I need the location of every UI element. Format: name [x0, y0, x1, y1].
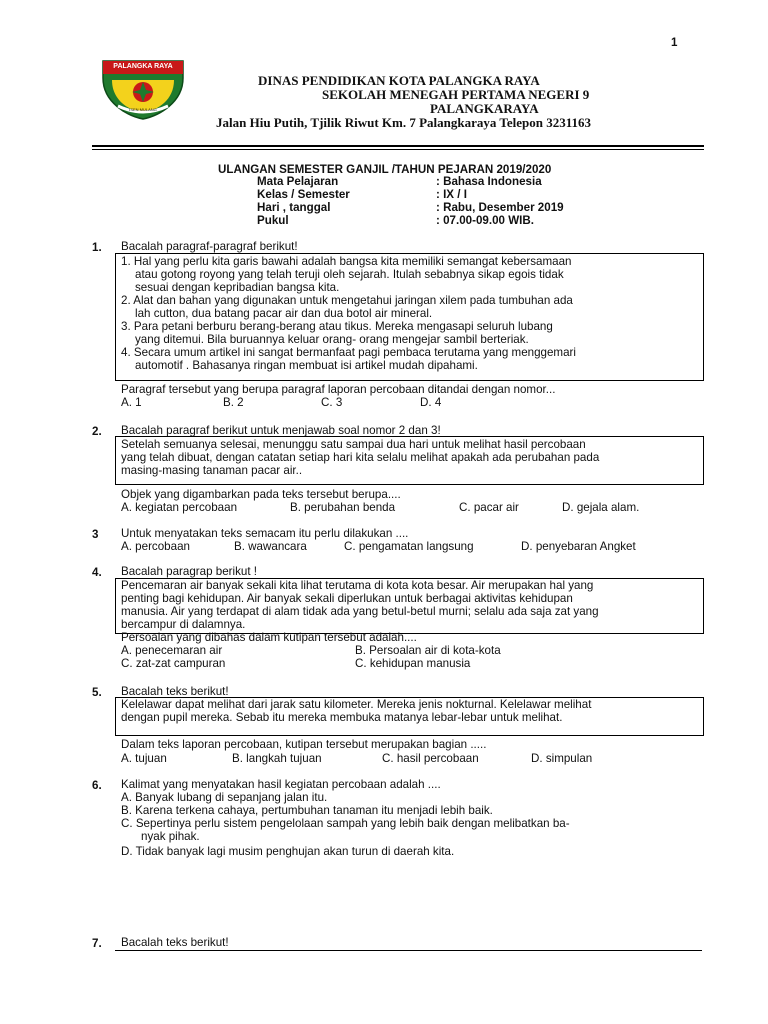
q3-option-d[interactable]: D. penyebaran Angket [521, 540, 636, 553]
q5-option-c[interactable]: C. hasil percobaan [382, 752, 479, 765]
question-1-number: 1. [92, 241, 102, 254]
q5-passage-line: dengan pupil mereka. Sebab itu mereka membuka matanya lebar-lebar untuk melihat. [121, 711, 563, 724]
header-line-4: Jalan Hiu Putih, Tjilik Riwut Km. 7 Palangkaraya Telepon 3231163 [216, 115, 592, 130]
q6-option-d[interactable]: D. Tidak banyak lagi musim penghujan akan turun di daerah kita. [121, 845, 455, 858]
question-5-instruction: Bacalah teks berikut! [121, 685, 229, 698]
header-divider [92, 145, 704, 147]
q1-passage-line: sesuai dengan kepribadian bangsa kita. [135, 281, 340, 294]
q6-option-c-cont[interactable]: nyak pihak. [141, 830, 200, 843]
q1-passage-line: 2. Alat dan bahan yang digunakan untuk mengetahui jaringan xilem pada tumbuhan ada [121, 294, 573, 307]
q1-passage-line: yang ditemui. Bila buruannya keluar orang- orang mengejar sambil berteriak. [135, 333, 529, 346]
q4-passage-line: bercampur di dalamnya. [121, 618, 246, 631]
meta-value-class: : IX / I [436, 188, 467, 201]
q2-option-a[interactable]: A. kegiatan percobaan [121, 501, 238, 514]
logo-text: PALANGKA RAYA [113, 63, 173, 70]
q2-option-b[interactable]: B. perubahan benda [290, 501, 396, 514]
q5-option-a[interactable]: A. tujuan [121, 752, 167, 765]
q1-option-d[interactable]: D. 4 [420, 396, 442, 409]
q5-option-d[interactable]: D. simpulan [531, 752, 593, 765]
q6-option-a[interactable]: A. Banyak lubang di sepanjang jalan itu. [121, 791, 328, 804]
q6-option-b[interactable]: B. Karena terkena cahaya, pertumbuhan tanaman itu menjadi lebih baik. [121, 804, 493, 817]
header-line-3: PALANGKARAYA [430, 101, 539, 116]
question-2-instruction: Bacalah paragraf berikut untuk menjawab soal nomor 2 dan 3! [121, 424, 441, 437]
question-4-number: 4. [92, 566, 102, 579]
question-4-instruction: Bacalah paragrap berikut ! [121, 565, 257, 578]
question-5-text: Dalam teks laporan percobaan, kutipan tersebut merupakan bagian ..... [121, 738, 487, 751]
meta-label-time: Pukul [257, 214, 289, 227]
school-logo [98, 58, 188, 120]
q2-passage-line: masing-masing tanaman pacar air.. [121, 464, 303, 477]
q4-option-a[interactable]: A. penecemaran air [121, 644, 223, 657]
q4-passage-line: manusia. Air yang terdapat di alam tidak ada yang betul-betul murni; selalu ada saja zat yang [121, 605, 599, 618]
question-2-number: 2. [92, 425, 102, 438]
question-1-text: Paragraf tersebut yang berupa paragraf laporan percobaan ditandai dengan nomor... [121, 383, 556, 396]
q4-option-d[interactable]: C. kehidupan manusia [355, 657, 471, 670]
q1-passage-line: 4. Secara umum artikel ini sangat bermanfaat pagi pembaca terutama yang menggemari [121, 346, 576, 359]
q5-option-b[interactable]: B. langkah tujuan [232, 752, 322, 765]
q1-passage-line: lah cutton, dua batang pacar air dan dua botol air mineral. [135, 307, 433, 320]
q1-passage-line: automotif . Bahasanya ringan membuat isi artikel mudah dipahami. [135, 359, 478, 372]
q1-passage-line: atau gotong royong yang telah teruji oleh sejarah. Itulah sebabnya sikap egois tidak [135, 268, 564, 281]
q5-passage-line: Kelelawar dapat melihat dari jarak satu kilometer. Mereka jenis nokturnal. Kelelawar melihat [121, 698, 592, 711]
meta-value-subject: : Bahasa Indonesia [436, 175, 542, 188]
question-1-instruction: Bacalah paragraf-paragraf berikut! [121, 240, 298, 253]
header-line-2: SEKOLAH MENEGAH PERTAMA NEGERI 9 [322, 87, 590, 102]
q4-option-b[interactable]: B. Persoalan air di kota-kota [355, 644, 501, 657]
meta-value-date: : Rabu, Desember 2019 [436, 201, 564, 214]
question-3-number: 3 [92, 528, 99, 541]
question-5-number: 5. [92, 686, 102, 699]
q3-option-c[interactable]: C. pengamatan langsung [344, 540, 474, 553]
q2-option-d[interactable]: D. gejala alam. [562, 501, 640, 514]
q4-option-c[interactable]: C. zat-zat campuran [121, 657, 226, 670]
q4-passage-line: Pencemaran air banyak sekali kita lihat terutama di kota kota besar. Air merupakan hal yang [121, 579, 594, 592]
header-line-1: DINAS PENDIDIKAN KOTA PALANGKA RAYA [258, 73, 540, 88]
question-4-text: Persoalan yang dibahas dalam kutipan tersebut adalah.... [121, 631, 417, 644]
q4-passage-line: penting bagi kehidupan. Air banyak sekali diperlukan untuk berbagai aktivitas kehidupan [121, 592, 573, 605]
q1-option-a[interactable]: A. 1 [121, 396, 142, 409]
question-7-number: 7. [92, 937, 102, 950]
question-7-passage-box-top [115, 950, 702, 951]
q2-option-c[interactable]: C. pacar air [459, 501, 519, 514]
meta-value-time: : 07.00-09.00 WIB. [436, 214, 534, 227]
meta-label-date: Hari , tanggal [257, 201, 331, 214]
page-number: 1 [671, 36, 678, 49]
question-6-text: Kalimat yang menyatakan hasil kegiatan percobaan adalah .... [121, 778, 441, 791]
exam-title: ULANGAN SEMESTER GANJIL /TAHUN PEJARAN 2019/2020 [218, 163, 552, 176]
question-3-text: Untuk menyatakan teks semacam itu perlu dilakukan .... [121, 527, 409, 540]
meta-label-subject: Mata Pelajaran [257, 175, 339, 188]
q2-passage-line: yang telah dibuat, dengan catatan setiap hari kita selalu melihat apakah ada perubahan pada [121, 451, 600, 464]
q3-option-b[interactable]: B. wawancara [234, 540, 307, 553]
q1-passage-line: 1. Hal yang perlu kita garis bawahi adalah bangsa kita memiliki semangat kebersamaan [121, 255, 572, 268]
q2-passage-line: Setelah semuanya selesai, menunggu satu sampai dua hari untuk melihat hasil percobaan [121, 438, 586, 451]
q6-option-c[interactable]: C. Sepertinya perlu sistem pengelolaan sampah yang lebih baik dengan melibatkan ba- [121, 817, 570, 830]
header-divider-thin [92, 149, 704, 150]
logo-motto: ISEN MULANG [129, 107, 157, 112]
q1-passage-line: 3. Para petani berburu berang-berang atau tikus. Mereka mengasapi seluruh lubang [121, 320, 553, 333]
question-2-text: Objek yang digambarkan pada teks tersebut berupa.... [121, 488, 401, 501]
q3-option-a[interactable]: A. percobaan [121, 540, 190, 553]
q1-option-c[interactable]: C. 3 [321, 396, 343, 409]
question-7-instruction: Bacalah teks berikut! [121, 936, 229, 949]
question-6-number: 6. [92, 779, 102, 792]
meta-label-class: Kelas / Semester [257, 188, 350, 201]
q1-option-b[interactable]: B. 2 [223, 396, 244, 409]
